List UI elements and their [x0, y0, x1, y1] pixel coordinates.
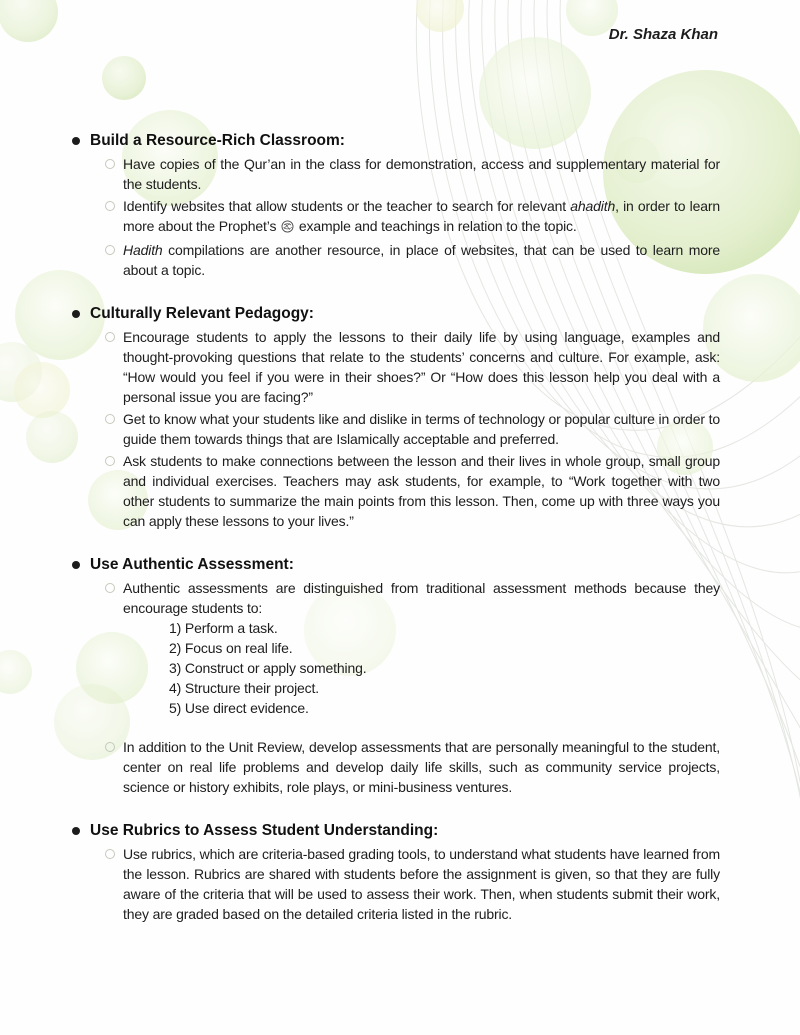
numbered-item: 5) Use direct evidence. [169, 700, 309, 716]
text-run: Ask students to make connections between the lesson and their lives in whole group, small group and individual exercises. Teachers may ask students, for example, to “Work together with two other students to summarize the main points from this lesson. Then, come up with three ways you can apply these lessons to your lives.” [123, 453, 720, 529]
section-heading: Culturally Relevant Pedagogy: [90, 305, 314, 322]
circle-bullet-icon [105, 414, 115, 424]
bullet-icon [72, 561, 80, 569]
text-run: In addition to the Unit Review, develop assessments that are personally meaningful to the student, center on real life problems and develop daily life skills, such as community service projects, science or history exhibits, role plays, or mini-business ventures. [123, 739, 720, 795]
section [0, 821, 800, 924]
bullet-icon [72, 137, 80, 145]
circle-bullet-icon [105, 583, 115, 593]
text-run: compilations are another resource, in place of websites, that can be used to learn more about a topic. [123, 242, 720, 278]
text-run: Use rubrics, which are criteria-based grading tools, to understand what students have learned from the lesson. Rubrics are shared with students before the assignment is given, so that they are fully aware of the criteria that will be used to assess their work. Then, when students submit their work, they are graded based on the detailed criteria listed in the rubric. [123, 846, 720, 922]
text-run: ahadith [570, 198, 616, 214]
section-heading-row [0, 555, 800, 575]
bullet-icon [72, 827, 80, 835]
circle-bullet-icon [105, 332, 115, 342]
document-content [0, 131, 800, 948]
list-item [0, 327, 800, 407]
text-run: Identify websites that allow students or the teacher to search for relevant [123, 198, 571, 214]
text-run: example and teachings in relation to the topic. [295, 218, 577, 234]
numbered-item: 3) Construct or apply something. [169, 660, 367, 676]
text-run: , in order to learn more about the Prophet’s [123, 198, 720, 234]
list-item [0, 196, 800, 238]
numbered-sublist [169, 618, 720, 718]
list-item [0, 240, 800, 280]
list-item-text [123, 154, 720, 194]
list-item [0, 737, 800, 797]
list-item [0, 451, 800, 531]
text-run: Have copies of the Qur’an in the class for demonstration, access and supplementary material for the students. [123, 156, 720, 192]
section-heading: Use Authentic Assessment: [90, 556, 294, 573]
circle-bullet-icon [105, 456, 115, 466]
section-heading-row [0, 821, 800, 841]
section [0, 555, 800, 797]
text-run: Encourage students to apply the lessons to their daily life by using language, examples and thought-provoking questions that relate to the students’ concerns and culture. For example, ask: “How would you feel if you were in their shoes?” Or “How does this lesson help you deal with a personal issue you are facing?” [123, 329, 720, 405]
pbuh-symbol [281, 218, 294, 238]
list-item-text [123, 327, 720, 407]
section-heading: Build a Resource-Rich Classroom: [90, 132, 345, 149]
section [0, 131, 800, 280]
numbered-item: 2) Focus on real life. [169, 640, 293, 656]
circle-bullet-icon [105, 849, 115, 859]
section [0, 304, 800, 531]
bullet-icon [72, 310, 80, 318]
list-item-text [123, 240, 720, 280]
signature: Dr. Shaza Khan [608, 26, 718, 43]
numbered-item: 4) Structure their project. [169, 680, 320, 696]
list-item-text [123, 578, 720, 718]
circle-bullet-icon [105, 201, 115, 211]
list-item [0, 409, 800, 449]
list-item-text [123, 451, 720, 531]
list-item-text [123, 844, 720, 924]
circle-bullet-icon [105, 159, 115, 169]
list-item-text [123, 737, 720, 797]
list-item-text [123, 409, 720, 449]
circle-bullet-icon [105, 245, 115, 255]
list-item [0, 578, 800, 718]
section-heading-row [0, 131, 800, 151]
list-item [0, 844, 800, 924]
text-run: Get to know what your students like and dislike in terms of technology or popular culture in order to guide them towards things that are Islamically acceptable and preferred. [123, 411, 720, 447]
list-item-text [123, 196, 720, 238]
text-run: Hadith [123, 242, 163, 258]
numbered-item: 1) Perform a task. [169, 620, 278, 636]
section-heading-row [0, 304, 800, 324]
circle-bullet-icon [105, 742, 115, 752]
text-run: Authentic assessments are distinguished from traditional assessment methods because they encourage students to: [123, 580, 720, 616]
section-heading: Use Rubrics to Assess Student Understanding: [90, 822, 439, 839]
list-item [0, 154, 800, 194]
